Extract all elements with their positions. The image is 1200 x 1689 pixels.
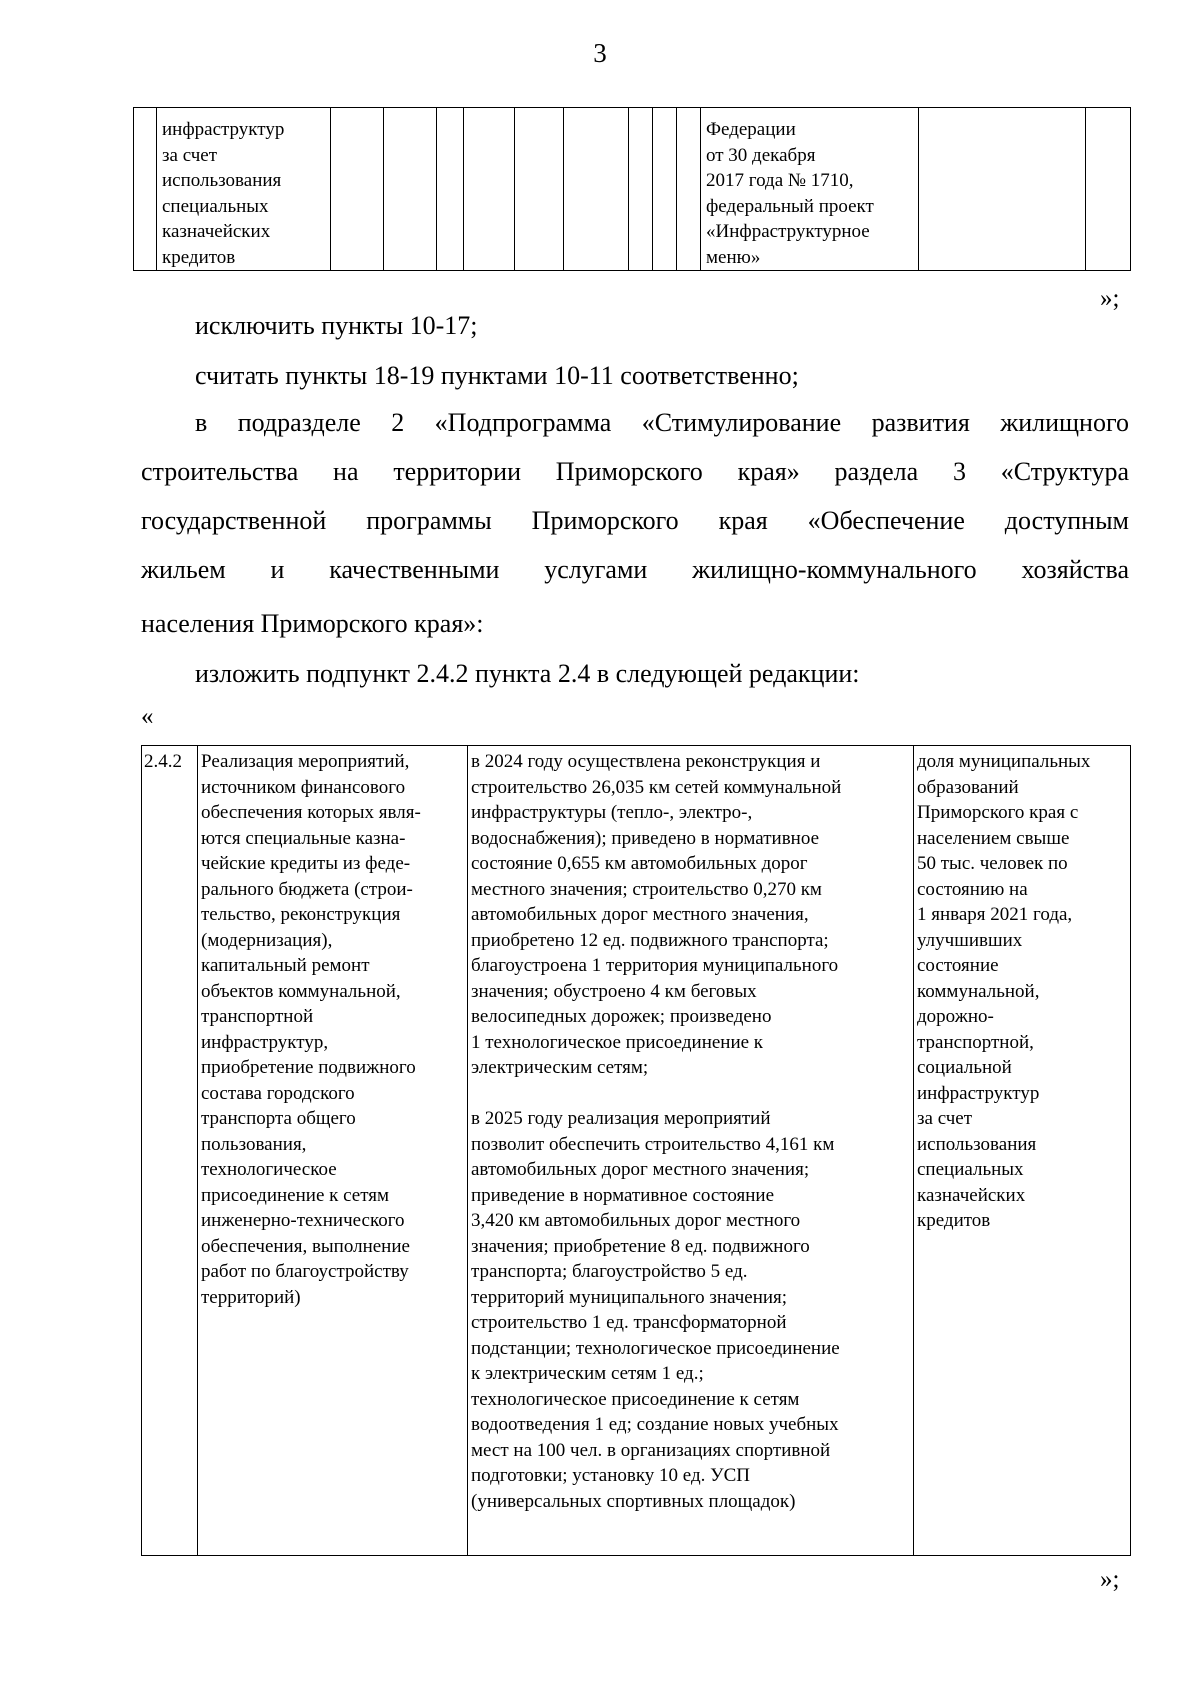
table-cell	[464, 108, 515, 271]
measure-results: в 2024 году осуществлена реконструкция и строительство 26,035 км сетей коммунальной инфраструктуры (тепло-, электро-, водоснабжения); приведено в нормативное состояние 0,655 км автомобильных дорог местного значения; строительство 0,270 км автомобильных дорог местного значения, приобретено 12 ед. подвижного транспорта; благоустроена 1 территория муниципального значения; обустроено 4 км беговых велосипедных дорожек; произведено 1 технологическое присоединение к электрическим сетям; в 2025 году реализация мероприятий позволит обеспечить строительство 4,161 км автомобильных дорог местного значения; приведение в нормативное состояние 3,420 км автомобильных дорог местного значения; приобретение 8 ед. подвижного транспорта; благоустройство 5 ед. территорий муниципального значения; строительство 1 ед. трансформаторной подстанции; технологическое присоединение к электрическим сетям 1 ед.; технологическое присоединение к сетям водоотведения 1 ед; создание новых учебных мест на 100 чел. в организациях спортивной подготовки; установку 10 ед. УСП (универсальных спортивных площадок)	[468, 746, 914, 1556]
continuation-table	[133, 107, 1131, 271]
table-row	[142, 746, 1131, 1556]
table-cell	[564, 108, 629, 271]
paragraph-subsection-line-2: строительства на территории Приморского края» раздела 3 «Структура	[141, 457, 1129, 486]
measure-description: Реализация мероприятий, источником финансового обеспечения которых явля- ются специальные казна- чейские кредиты из феде- рального бюджета (строи- тельство, реконструкция (модернизация), капитальный ремонт объектов коммунальной, транспортной инфраструктур, приобретение подвижного состава городского транспорта общего пользования, технологическое присоединение к сетям инженерно-технического обеспечения, выполнение работ по благоустройству территорий)	[198, 746, 468, 1556]
paragraph-subsection-line-4: жильем и качественными услугами жилищно-коммунального хозяйства	[141, 555, 1129, 584]
table-cell	[384, 108, 437, 271]
table-cell-legal-basis: Федерации от 30 декабря 2017 года № 1710, федеральный проект «Инфраструктурное меню»	[701, 108, 919, 271]
opening-quote: «	[141, 703, 154, 730]
paragraph-amend: изложить подпункт 2.4.2 пункта 2.4 в следующей редакции:	[195, 659, 860, 688]
item-number: 2.4.2	[142, 746, 198, 1556]
closing-quote-final: »;	[1100, 1566, 1120, 1593]
table-cell	[331, 108, 384, 271]
measures-table	[141, 745, 1131, 1556]
closing-quote: »;	[1100, 285, 1120, 312]
table-cell	[134, 108, 157, 271]
table-cell	[515, 108, 564, 271]
table-cell	[677, 108, 701, 271]
table-cell	[653, 108, 677, 271]
measure-indicator: доля муниципальных образований Приморского края с населением свыше 50 тыс. человек по состоянию на 1 января 2021 года, улучшивших состояние коммунальной, дорожно- транспортной, социальной инфраструктур за счет использования специальных казначейских кредитов	[914, 746, 1131, 1556]
paragraph-subsection-line-5: населения Приморского края»:	[141, 609, 484, 638]
paragraph-subsection-line-1: в подразделе 2 «Подпрограмма «Стимулирование развития жилищного	[195, 408, 1129, 437]
table-row	[134, 108, 1131, 271]
paragraph-exclude: исключить пункты 10-17;	[195, 311, 478, 340]
table-cell	[437, 108, 464, 271]
table-cell	[1086, 108, 1131, 271]
table-cell	[919, 108, 1086, 271]
paragraph-subsection-line-3: государственной программы Приморского края «Обеспечение доступным	[141, 506, 1129, 535]
page-number: 3	[593, 38, 607, 68]
paragraph-renumber: считать пункты 18-19 пунктами 10-11 соответственно;	[195, 361, 799, 390]
table-cell-purpose: инфраструктур за счет использования специальных казначейских кредитов	[157, 108, 331, 271]
table-cell	[629, 108, 653, 271]
